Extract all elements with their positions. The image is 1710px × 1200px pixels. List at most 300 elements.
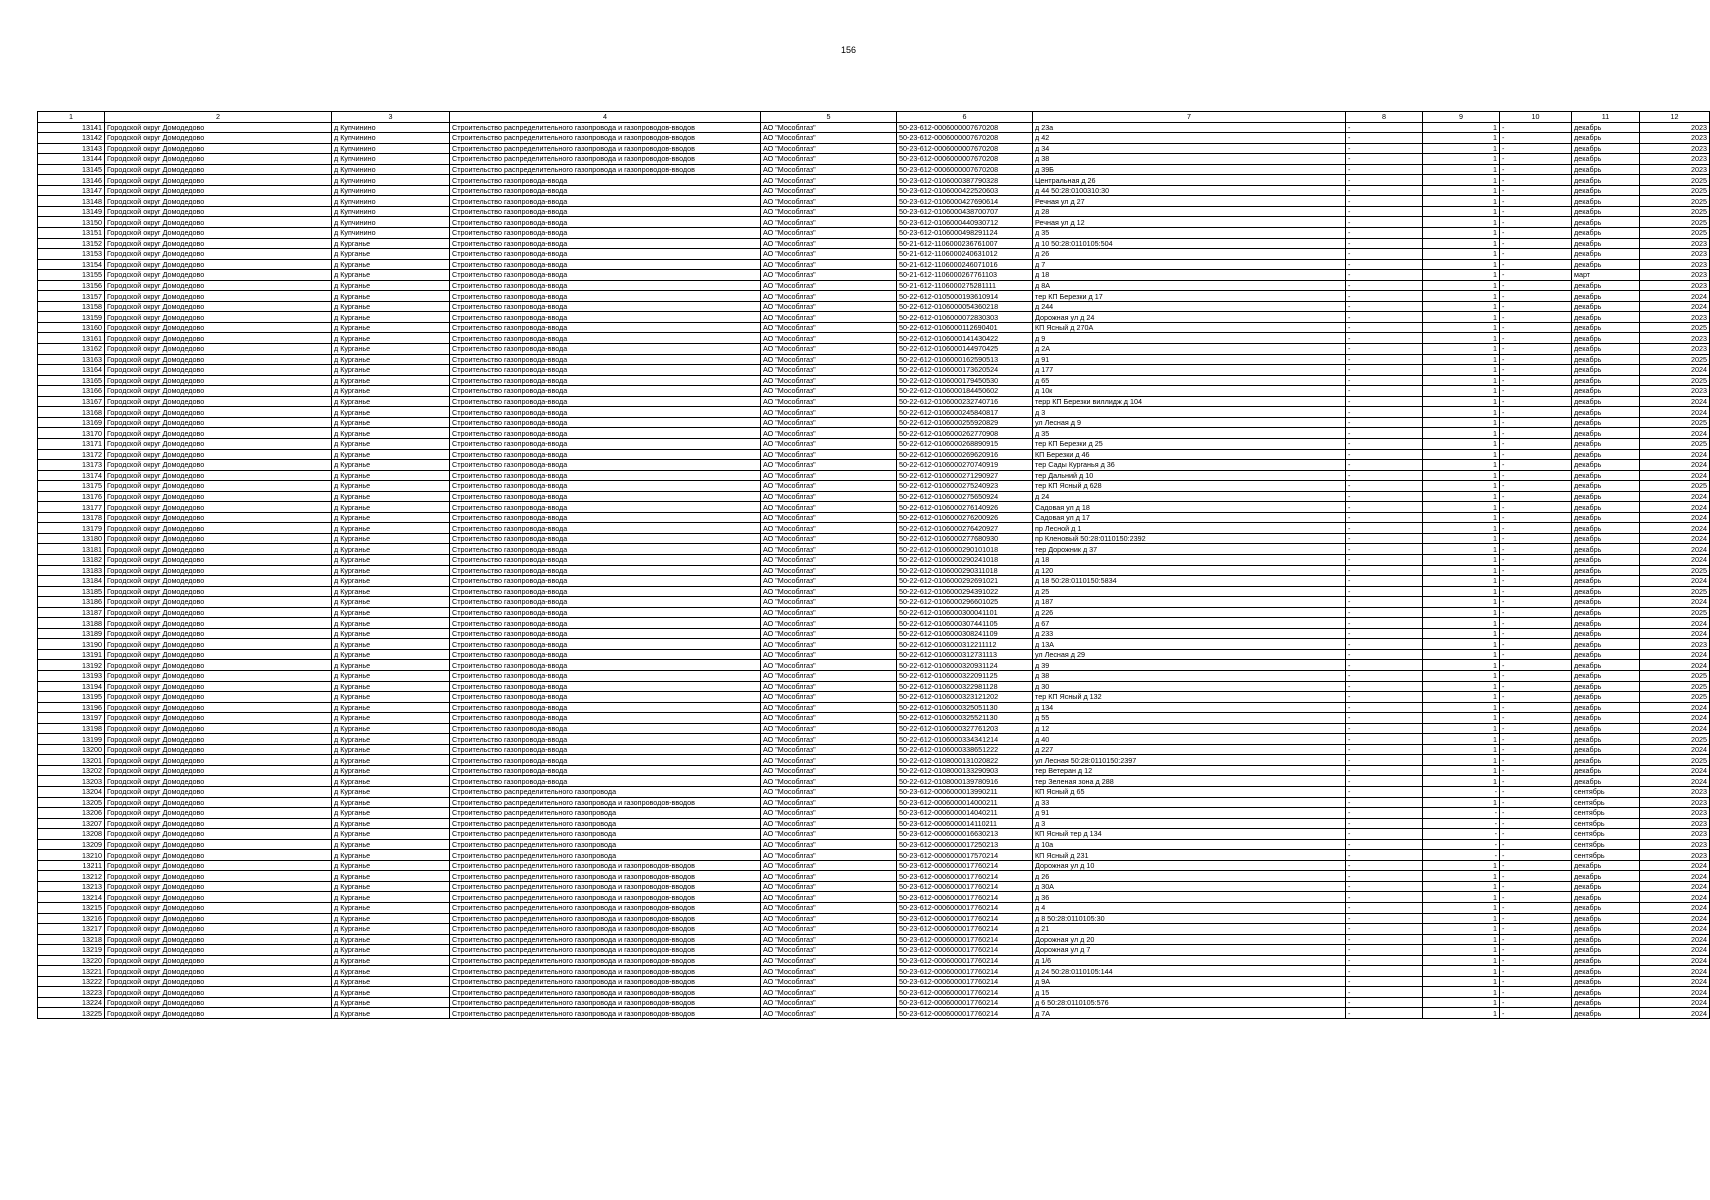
col-9-cell: 1 [1423, 502, 1500, 513]
row-number-cell: 13191 [38, 649, 105, 660]
table-row [38, 660, 1710, 671]
address-cell: д 9А [1033, 976, 1346, 987]
work-type-cell: Строительство газопровода-ввода [450, 333, 761, 344]
row-number-cell: 13155 [38, 270, 105, 281]
settlement-cell: д Курганье [332, 333, 450, 344]
settlement-cell: д Курганье [332, 470, 450, 481]
settlement-cell: д Курганье [332, 544, 450, 555]
col-10-cell: - [1500, 934, 1572, 945]
settlement-cell: д Курганье [332, 702, 450, 713]
municipality-cell: Городской округ Домодедово [105, 544, 332, 555]
col-10-cell: - [1500, 238, 1572, 249]
month-cell: декабрь [1572, 417, 1640, 428]
municipality-cell: Городской округ Домодедово [105, 228, 332, 239]
organization-cell: АО "Мособлгаз" [761, 491, 897, 502]
row-number-cell: 13185 [38, 586, 105, 597]
row-number-cell: 13151 [38, 228, 105, 239]
month-cell: декабрь [1572, 470, 1640, 481]
row-number-cell: 13144 [38, 154, 105, 165]
col-9-cell: 1 [1423, 723, 1500, 734]
organization-cell: АО "Мособлгаз" [761, 396, 897, 407]
work-type-cell: Строительство газопровода-ввода [450, 354, 761, 365]
col-10-cell: - [1500, 196, 1572, 207]
settlement-cell: д Курганье [332, 249, 450, 260]
table-row [38, 787, 1710, 798]
organization-cell: АО "Мособлгаз" [761, 481, 897, 492]
month-cell: сентябрь [1572, 797, 1640, 808]
address-cell: д 36 [1033, 892, 1346, 903]
address-cell: Садовая ул д 17 [1033, 512, 1346, 523]
table-row [38, 333, 1710, 344]
col-10-cell: - [1500, 881, 1572, 892]
year-cell: 2024 [1640, 713, 1710, 724]
col-9-cell: 1 [1423, 955, 1500, 966]
request-id-cell: 50-22-612-0106000308241109 [897, 628, 1033, 639]
address-cell: д 30 [1033, 681, 1346, 692]
col-8-cell: - [1346, 607, 1423, 618]
request-id-cell: 50-22-612-0108000139780916 [897, 776, 1033, 787]
organization-cell: АО "Мособлгаз" [761, 839, 897, 850]
municipality-cell: Городской округ Домодедово [105, 238, 332, 249]
row-number-cell: 13219 [38, 945, 105, 956]
col-9-cell: 1 [1423, 692, 1500, 703]
col-9-cell: 1 [1423, 238, 1500, 249]
row-number-cell: 13209 [38, 839, 105, 850]
col-8-cell: - [1346, 565, 1423, 576]
row-number-cell: 13224 [38, 997, 105, 1008]
organization-cell: АО "Мособлгаз" [761, 196, 897, 207]
year-cell: 2023 [1640, 344, 1710, 355]
work-type-cell: Строительство газопровода-ввода [450, 765, 761, 776]
settlement-cell: д Курганье [332, 428, 450, 439]
month-cell: декабрь [1572, 744, 1640, 755]
col-10-cell: - [1500, 913, 1572, 924]
col-9-cell: - [1423, 850, 1500, 861]
col-10-cell: - [1500, 670, 1572, 681]
col-8-cell: - [1346, 344, 1423, 355]
settlement-cell: д Курганье [332, 375, 450, 386]
column-header-10: 10 [1500, 112, 1572, 123]
col-9-cell: 1 [1423, 744, 1500, 755]
request-id-cell: 50-22-612-0106000276140926 [897, 502, 1033, 513]
table-row [38, 460, 1710, 471]
month-cell: декабрь [1572, 649, 1640, 660]
work-type-cell: Строительство распределительного газопровода и газопроводов-вводов [450, 860, 761, 871]
table-row [38, 597, 1710, 608]
year-cell: 2024 [1640, 765, 1710, 776]
col-8-cell: - [1346, 850, 1423, 861]
col-9-cell: 1 [1423, 554, 1500, 565]
municipality-cell: Городской округ Домодедово [105, 280, 332, 291]
col-9-cell: 1 [1423, 175, 1500, 186]
settlement-cell: д Курганье [332, 934, 450, 945]
settlement-cell: д Курганье [332, 618, 450, 629]
organization-cell: АО "Мособлгаз" [761, 386, 897, 397]
col-8-cell: - [1346, 502, 1423, 513]
year-cell: 2024 [1640, 470, 1710, 481]
col-10-cell: - [1500, 787, 1572, 798]
col-10-cell: - [1500, 829, 1572, 840]
year-cell: 2024 [1640, 291, 1710, 302]
address-cell: Центральная д 26 [1033, 175, 1346, 186]
settlement-cell: д Курганье [332, 270, 450, 281]
request-id-cell: 50-22-612-0106000262770908 [897, 428, 1033, 439]
table-row [38, 491, 1710, 502]
col-8-cell: - [1346, 185, 1423, 196]
table-row [38, 913, 1710, 924]
table-row [38, 924, 1710, 935]
request-id-cell: 50-22-612-0106000245840817 [897, 407, 1033, 418]
col-8-cell: - [1346, 913, 1423, 924]
col-10-cell: - [1500, 270, 1572, 281]
year-cell: 2023 [1640, 850, 1710, 861]
row-number-cell: 13154 [38, 259, 105, 270]
col-10-cell: - [1500, 850, 1572, 861]
month-cell: декабрь [1572, 776, 1640, 787]
col-9-cell: 1 [1423, 344, 1500, 355]
row-number-cell: 13211 [38, 860, 105, 871]
row-number-cell: 13153 [38, 249, 105, 260]
col-10-cell: - [1500, 206, 1572, 217]
month-cell: сентябрь [1572, 787, 1640, 798]
col-10-cell: - [1500, 312, 1572, 323]
col-8-cell: - [1346, 744, 1423, 755]
municipality-cell: Городской округ Домодедово [105, 808, 332, 819]
table-row [38, 639, 1710, 650]
col-10-cell: - [1500, 776, 1572, 787]
col-8-cell: - [1346, 143, 1423, 154]
row-number-cell: 13208 [38, 829, 105, 840]
address-cell: д 1/6 [1033, 955, 1346, 966]
col-9-cell: 1 [1423, 301, 1500, 312]
municipality-cell: Городской округ Домодедово [105, 934, 332, 945]
table-row [38, 238, 1710, 249]
request-id-cell: 50-22-612-0106000112690401 [897, 322, 1033, 333]
column-header-11: 11 [1572, 112, 1640, 123]
col-8-cell: - [1346, 829, 1423, 840]
work-type-cell: Строительство распределительного газопровода и газопроводов-вводов [450, 881, 761, 892]
month-cell: декабрь [1572, 565, 1640, 576]
col-10-cell: - [1500, 903, 1572, 914]
column-header-4: 4 [450, 112, 761, 123]
col-10-cell: - [1500, 660, 1572, 671]
address-cell: КП Ясный тер д 134 [1033, 829, 1346, 840]
row-number-cell: 13190 [38, 639, 105, 650]
month-cell: декабрь [1572, 881, 1640, 892]
work-type-cell: Строительство газопровода-ввода [450, 344, 761, 355]
organization-cell: АО "Мособлгаз" [761, 850, 897, 861]
col-10-cell: - [1500, 997, 1572, 1008]
settlement-cell: д Курганье [332, 913, 450, 924]
row-number-cell: 13197 [38, 713, 105, 724]
request-id-cell: 50-22-612-0106000184450602 [897, 386, 1033, 397]
municipality-cell: Городской округ Домодедово [105, 723, 332, 734]
year-cell: 2023 [1640, 259, 1710, 270]
col-8-cell: - [1346, 481, 1423, 492]
table-row [38, 618, 1710, 629]
municipality-cell: Городской округ Домодедово [105, 133, 332, 144]
table-row [38, 154, 1710, 165]
municipality-cell: Городской округ Домодедово [105, 344, 332, 355]
organization-cell: АО "Мособлгаз" [761, 618, 897, 629]
table-row [38, 987, 1710, 998]
organization-cell: АО "Мособлгаз" [761, 460, 897, 471]
settlement-cell: д Курганье [332, 808, 450, 819]
year-cell: 2024 [1640, 744, 1710, 755]
col-10-cell: - [1500, 576, 1572, 587]
col-8-cell: - [1346, 597, 1423, 608]
table-row [38, 860, 1710, 871]
request-id-cell: 50-22-612-0108000131020822 [897, 755, 1033, 766]
col-10-cell: - [1500, 344, 1572, 355]
col-10-cell: - [1500, 249, 1572, 260]
month-cell: декабрь [1572, 291, 1640, 302]
settlement-cell: д Курганье [332, 681, 450, 692]
month-cell: декабрь [1572, 681, 1640, 692]
year-cell: 2025 [1640, 228, 1710, 239]
year-cell: 2023 [1640, 797, 1710, 808]
row-number-cell: 13200 [38, 744, 105, 755]
year-cell: 2025 [1640, 692, 1710, 703]
col-8-cell: - [1346, 122, 1423, 133]
col-9-cell: 1 [1423, 396, 1500, 407]
table-row [38, 934, 1710, 945]
work-type-cell: Строительство газопровода-ввода [450, 628, 761, 639]
col-9-cell: 1 [1423, 523, 1500, 534]
table-row [38, 354, 1710, 365]
col-10-cell: - [1500, 1008, 1572, 1019]
municipality-cell: Городской округ Домодедово [105, 818, 332, 829]
table-row [38, 396, 1710, 407]
request-id-cell: 50-22-612-0106000275650924 [897, 491, 1033, 502]
month-cell: декабрь [1572, 913, 1640, 924]
organization-cell: АО "Мособлгаз" [761, 649, 897, 660]
year-cell: 2023 [1640, 122, 1710, 133]
settlement-cell: д Курганье [332, 291, 450, 302]
year-cell: 2024 [1640, 649, 1710, 660]
row-number-cell: 13203 [38, 776, 105, 787]
row-number-cell: 13178 [38, 512, 105, 523]
municipality-cell: Городской округ Домодедово [105, 670, 332, 681]
year-cell: 2025 [1640, 375, 1710, 386]
request-id-cell: 50-22-612-0105000193610914 [897, 291, 1033, 302]
year-cell: 2024 [1640, 776, 1710, 787]
table-row [38, 1008, 1710, 1019]
col-8-cell: - [1346, 386, 1423, 397]
request-id-cell: 50-23-612-0006000007670208 [897, 143, 1033, 154]
month-cell: декабрь [1572, 702, 1640, 713]
settlement-cell: д Курганье [332, 449, 450, 460]
settlement-cell: д Курганье [332, 312, 450, 323]
municipality-cell: Городской округ Домодедово [105, 924, 332, 935]
year-cell: 2025 [1640, 217, 1710, 228]
row-number-cell: 13181 [38, 544, 105, 555]
address-cell: д 8А [1033, 280, 1346, 291]
col-9-cell: 1 [1423, 966, 1500, 977]
month-cell: декабрь [1572, 228, 1640, 239]
address-cell: тер КП Березки д 25 [1033, 438, 1346, 449]
col-8-cell: - [1346, 871, 1423, 882]
request-id-cell: 50-22-612-0106000162590513 [897, 354, 1033, 365]
request-id-cell: 50-22-612-0106000290101018 [897, 544, 1033, 555]
row-number-cell: 13207 [38, 818, 105, 829]
address-cell: КП Ясный д 231 [1033, 850, 1346, 861]
organization-cell: АО "Мособлгаз" [761, 512, 897, 523]
col-10-cell: - [1500, 386, 1572, 397]
year-cell: 2025 [1640, 206, 1710, 217]
organization-cell: АО "Мособлгаз" [761, 322, 897, 333]
row-number-cell: 13221 [38, 966, 105, 977]
request-id-cell: 50-23-612-0006000017760214 [897, 966, 1033, 977]
address-cell: д 25 [1033, 586, 1346, 597]
organization-cell: АО "Мособлгаз" [761, 502, 897, 513]
col-10-cell: - [1500, 164, 1572, 175]
municipality-cell: Городской округ Домодедово [105, 206, 332, 217]
col-8-cell: - [1346, 628, 1423, 639]
address-cell: д 26 [1033, 871, 1346, 882]
municipality-cell: Городской округ Домодедово [105, 554, 332, 565]
row-number-cell: 13222 [38, 976, 105, 987]
table-row [38, 449, 1710, 460]
request-id-cell: 50-22-612-0106000271290927 [897, 470, 1033, 481]
table-row [38, 966, 1710, 977]
settlement-cell: д Курганье [332, 776, 450, 787]
request-id-cell: 50-23-612-0006000017250213 [897, 839, 1033, 850]
col-10-cell: - [1500, 945, 1572, 956]
work-type-cell: Строительство газопровода-ввода [450, 259, 761, 270]
municipality-cell: Городской округ Домодедово [105, 417, 332, 428]
request-id-cell: 50-23-612-0006000013990211 [897, 787, 1033, 798]
col-10-cell: - [1500, 618, 1572, 629]
year-cell: 2025 [1640, 586, 1710, 597]
column-header-8: 8 [1346, 112, 1423, 123]
col-8-cell: - [1346, 322, 1423, 333]
request-id-cell: 50-22-612-0106000270740919 [897, 460, 1033, 471]
work-type-cell: Строительство газопровода-ввода [450, 744, 761, 755]
municipality-cell: Городской округ Домодедово [105, 249, 332, 260]
settlement-cell: д Курганье [332, 892, 450, 903]
col-8-cell: - [1346, 892, 1423, 903]
column-header-12: 12 [1640, 112, 1710, 123]
row-number-cell: 13147 [38, 185, 105, 196]
month-cell: декабрь [1572, 512, 1640, 523]
municipality-cell: Городской округ Домодедово [105, 787, 332, 798]
table-row [38, 744, 1710, 755]
year-cell: 2024 [1640, 881, 1710, 892]
organization-cell: АО "Мособлгаз" [761, 449, 897, 460]
month-cell: декабрь [1572, 987, 1640, 998]
table-row [38, 892, 1710, 903]
col-8-cell: - [1346, 554, 1423, 565]
settlement-cell: д Курганье [332, 755, 450, 766]
address-cell: д 28 [1033, 206, 1346, 217]
organization-cell: АО "Мособлгаз" [761, 375, 897, 386]
request-id-cell: 50-23-612-0006000014110211 [897, 818, 1033, 829]
organization-cell: АО "Мособлгаз" [761, 976, 897, 987]
settlement-cell: д Курганье [332, 554, 450, 565]
col-9-cell: 1 [1423, 776, 1500, 787]
col-9-cell: 1 [1423, 122, 1500, 133]
col-10-cell: - [1500, 554, 1572, 565]
work-type-cell: Строительство газопровода-ввода [450, 270, 761, 281]
municipality-cell: Городской округ Домодедово [105, 143, 332, 154]
organization-cell: АО "Мособлгаз" [761, 955, 897, 966]
work-type-cell: Строительство газопровода-ввода [450, 428, 761, 439]
municipality-cell: Городской округ Домодедово [105, 523, 332, 534]
request-id-cell: 50-22-612-0108000133290903 [897, 765, 1033, 776]
row-number-cell: 13174 [38, 470, 105, 481]
col-9-cell: 1 [1423, 597, 1500, 608]
col-8-cell: - [1346, 713, 1423, 724]
address-cell: д 24 50:28:0110105:144 [1033, 966, 1346, 977]
table-row [38, 702, 1710, 713]
col-8-cell: - [1346, 523, 1423, 534]
municipality-cell: Городской округ Домодедово [105, 945, 332, 956]
work-type-cell: Строительство газопровода-ввода [450, 438, 761, 449]
settlement-cell: д Курганье [332, 322, 450, 333]
municipality-cell: Городской округ Домодедово [105, 649, 332, 660]
request-id-cell: 50-22-612-0106000232740716 [897, 396, 1033, 407]
work-type-cell: Строительство распределительного газопровода и газопроводов-вводов [450, 133, 761, 144]
table-row [38, 375, 1710, 386]
col-10-cell: - [1500, 449, 1572, 460]
table-row [38, 280, 1710, 291]
organization-cell: АО "Мособлгаз" [761, 407, 897, 418]
month-cell: март [1572, 270, 1640, 281]
municipality-cell: Городской округ Домодедово [105, 164, 332, 175]
request-id-cell: 50-23-612-0106000427690614 [897, 196, 1033, 207]
month-cell: декабрь [1572, 396, 1640, 407]
month-cell: декабрь [1572, 871, 1640, 882]
municipality-cell: Городской округ Домодедово [105, 839, 332, 850]
municipality-cell: Городской округ Домодедово [105, 270, 332, 281]
col-8-cell: - [1346, 333, 1423, 344]
work-type-cell: Строительство газопровода-ввода [450, 576, 761, 587]
col-9-cell: - [1423, 818, 1500, 829]
municipality-cell: Городской округ Домодедово [105, 449, 332, 460]
work-type-cell: Строительство газопровода-ввода [450, 175, 761, 186]
work-type-cell: Строительство газопровода-ввода [450, 618, 761, 629]
request-id-cell: 50-21-612-1106000267761103 [897, 270, 1033, 281]
organization-cell: АО "Мособлгаз" [761, 523, 897, 534]
month-cell: декабрь [1572, 175, 1640, 186]
col-9-cell: 1 [1423, 576, 1500, 587]
col-10-cell: - [1500, 512, 1572, 523]
municipality-cell: Городской округ Домодедово [105, 333, 332, 344]
col-10-cell: - [1500, 291, 1572, 302]
month-cell: декабрь [1572, 1008, 1640, 1019]
col-8-cell: - [1346, 955, 1423, 966]
work-type-cell: Строительство газопровода-ввода [450, 660, 761, 671]
organization-cell: АО "Мособлгаз" [761, 565, 897, 576]
month-cell: декабрь [1572, 924, 1640, 935]
municipality-cell: Городской округ Домодедово [105, 976, 332, 987]
col-8-cell: - [1346, 164, 1423, 175]
organization-cell: АО "Мособлгаз" [761, 206, 897, 217]
col-8-cell: - [1346, 533, 1423, 544]
request-id-cell: 50-22-612-0106000179450530 [897, 375, 1033, 386]
settlement-cell: д Курганье [332, 365, 450, 376]
organization-cell: АО "Мособлгаз" [761, 586, 897, 597]
row-number-cell: 13169 [38, 417, 105, 428]
municipality-cell: Городской округ Домодедово [105, 892, 332, 903]
settlement-cell: д Курганье [332, 301, 450, 312]
year-cell: 2024 [1640, 966, 1710, 977]
row-number-cell: 13177 [38, 502, 105, 513]
municipality-cell: Городской округ Домодедово [105, 618, 332, 629]
work-type-cell: Строительство газопровода-ввода [450, 322, 761, 333]
col-9-cell: 1 [1423, 133, 1500, 144]
